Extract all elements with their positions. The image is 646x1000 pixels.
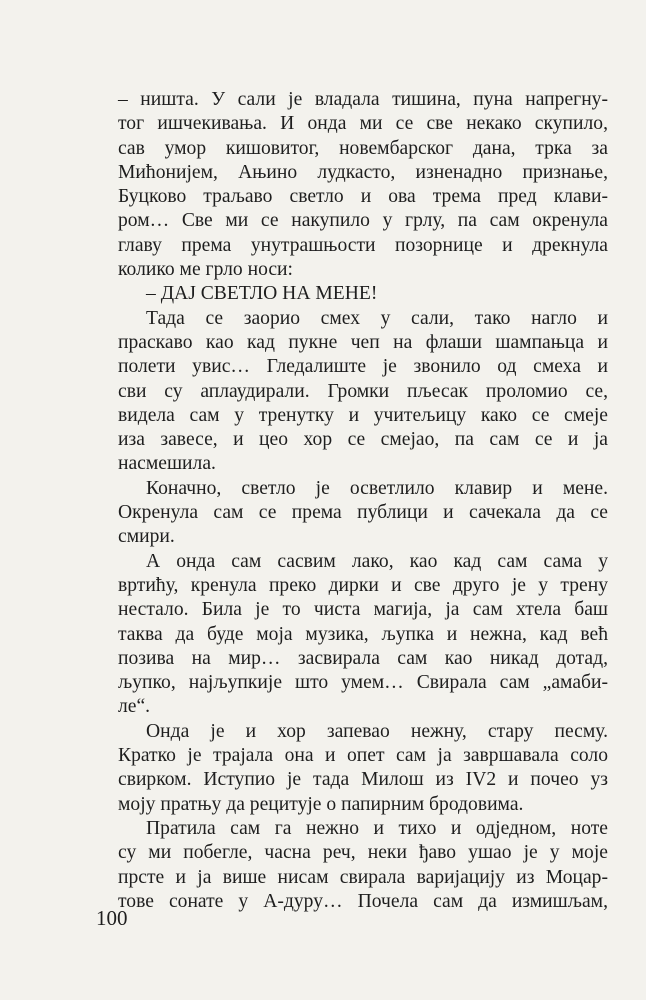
text-line: таква да буде моја музика, љупка и нежна, кад већ [118, 623, 608, 645]
text-line: – ДАЈ СВЕТЛО НА МЕНЕ! [146, 283, 378, 305]
text-line: Тада се заорио смех у сали, тако нагло и [146, 307, 608, 329]
text-line: тове сонате у А-дуру… Почела сам да измишљам, [118, 890, 608, 912]
text-line: видела сам у тренутку и учитељицу како се смеје [118, 404, 608, 426]
text-line: свирком. Иступио је тада Милош из IV2 и почео уз [118, 769, 608, 791]
text-line: насмешила. [118, 453, 216, 475]
text-line: Окренула сам се према публици и сачекала да се [118, 502, 608, 524]
text-line: су ми побегле, часна реч, неки ђаво ушао је у моје [118, 842, 608, 864]
text-line: главу према унутрашњости позорнице и дрекнула [118, 234, 608, 256]
text-line: колико ме грло носи: [118, 259, 293, 281]
text-line: сав умор кишовитог, новембарског дана, трка за [118, 137, 608, 159]
text-line: нестало. Била је то чиста магија, ја сам хтела баш [118, 599, 608, 621]
text-line: Кратко је трајала она и опет сам ја завршавала соло [118, 745, 608, 767]
text-line: полети увис… Гледалиште је звонило од смеха и [118, 356, 608, 378]
text-line: праскаво као кад пукне чеп на флаши шампањца и [118, 331, 608, 353]
text-line: моју пратњу да рецитује о папирним бродовима. [118, 793, 524, 815]
text-line: тог ишчекивања. И онда ми се све некако скупило, [118, 113, 608, 135]
text-line: позива на мир… засвирала сам као никад дотад, [118, 647, 608, 669]
text-line: ле“. [118, 696, 151, 718]
text-line: – ништа. У сали је владала тишина, пуна напрегну- [118, 89, 608, 110]
text-line: вртићу, кренула преко дирки и све друго је у трену [118, 574, 608, 596]
text-line: Буцково траљаво светло и ова трема пред клави- [118, 186, 608, 208]
text-line: ром… Све ми се накупило у грлу, па сам окренула [118, 210, 608, 232]
body-text [118, 88, 608, 914]
text-line: А онда сам сасвим лако, као кад сам сама у [146, 550, 608, 572]
page-number: 100 [96, 906, 128, 930]
text-line: Онда је и хор запевао нежну, стару песму. [146, 720, 608, 742]
text-line: иза завесе, и цео хор се смејао, па сам се и ја [118, 429, 608, 451]
text-line: смири. [118, 526, 175, 548]
text-line: љупко, најљупкије што умем… Свирала сам „амаби- [118, 672, 608, 694]
text-line: сви су аплаудирали. Громки пљесак проломио се, [118, 380, 608, 402]
text-line: Пратила сам га нежно и тихо и одједном, ноте [146, 817, 608, 839]
text-line: Коначно, светло је осветлило клавир и мене. [146, 477, 608, 499]
text-line: Мићонијем, Ањино лудкасто, изненадно признање, [118, 161, 608, 183]
text-line: прсте и ја више нисам свирала варијацију из Моцар- [118, 866, 608, 888]
